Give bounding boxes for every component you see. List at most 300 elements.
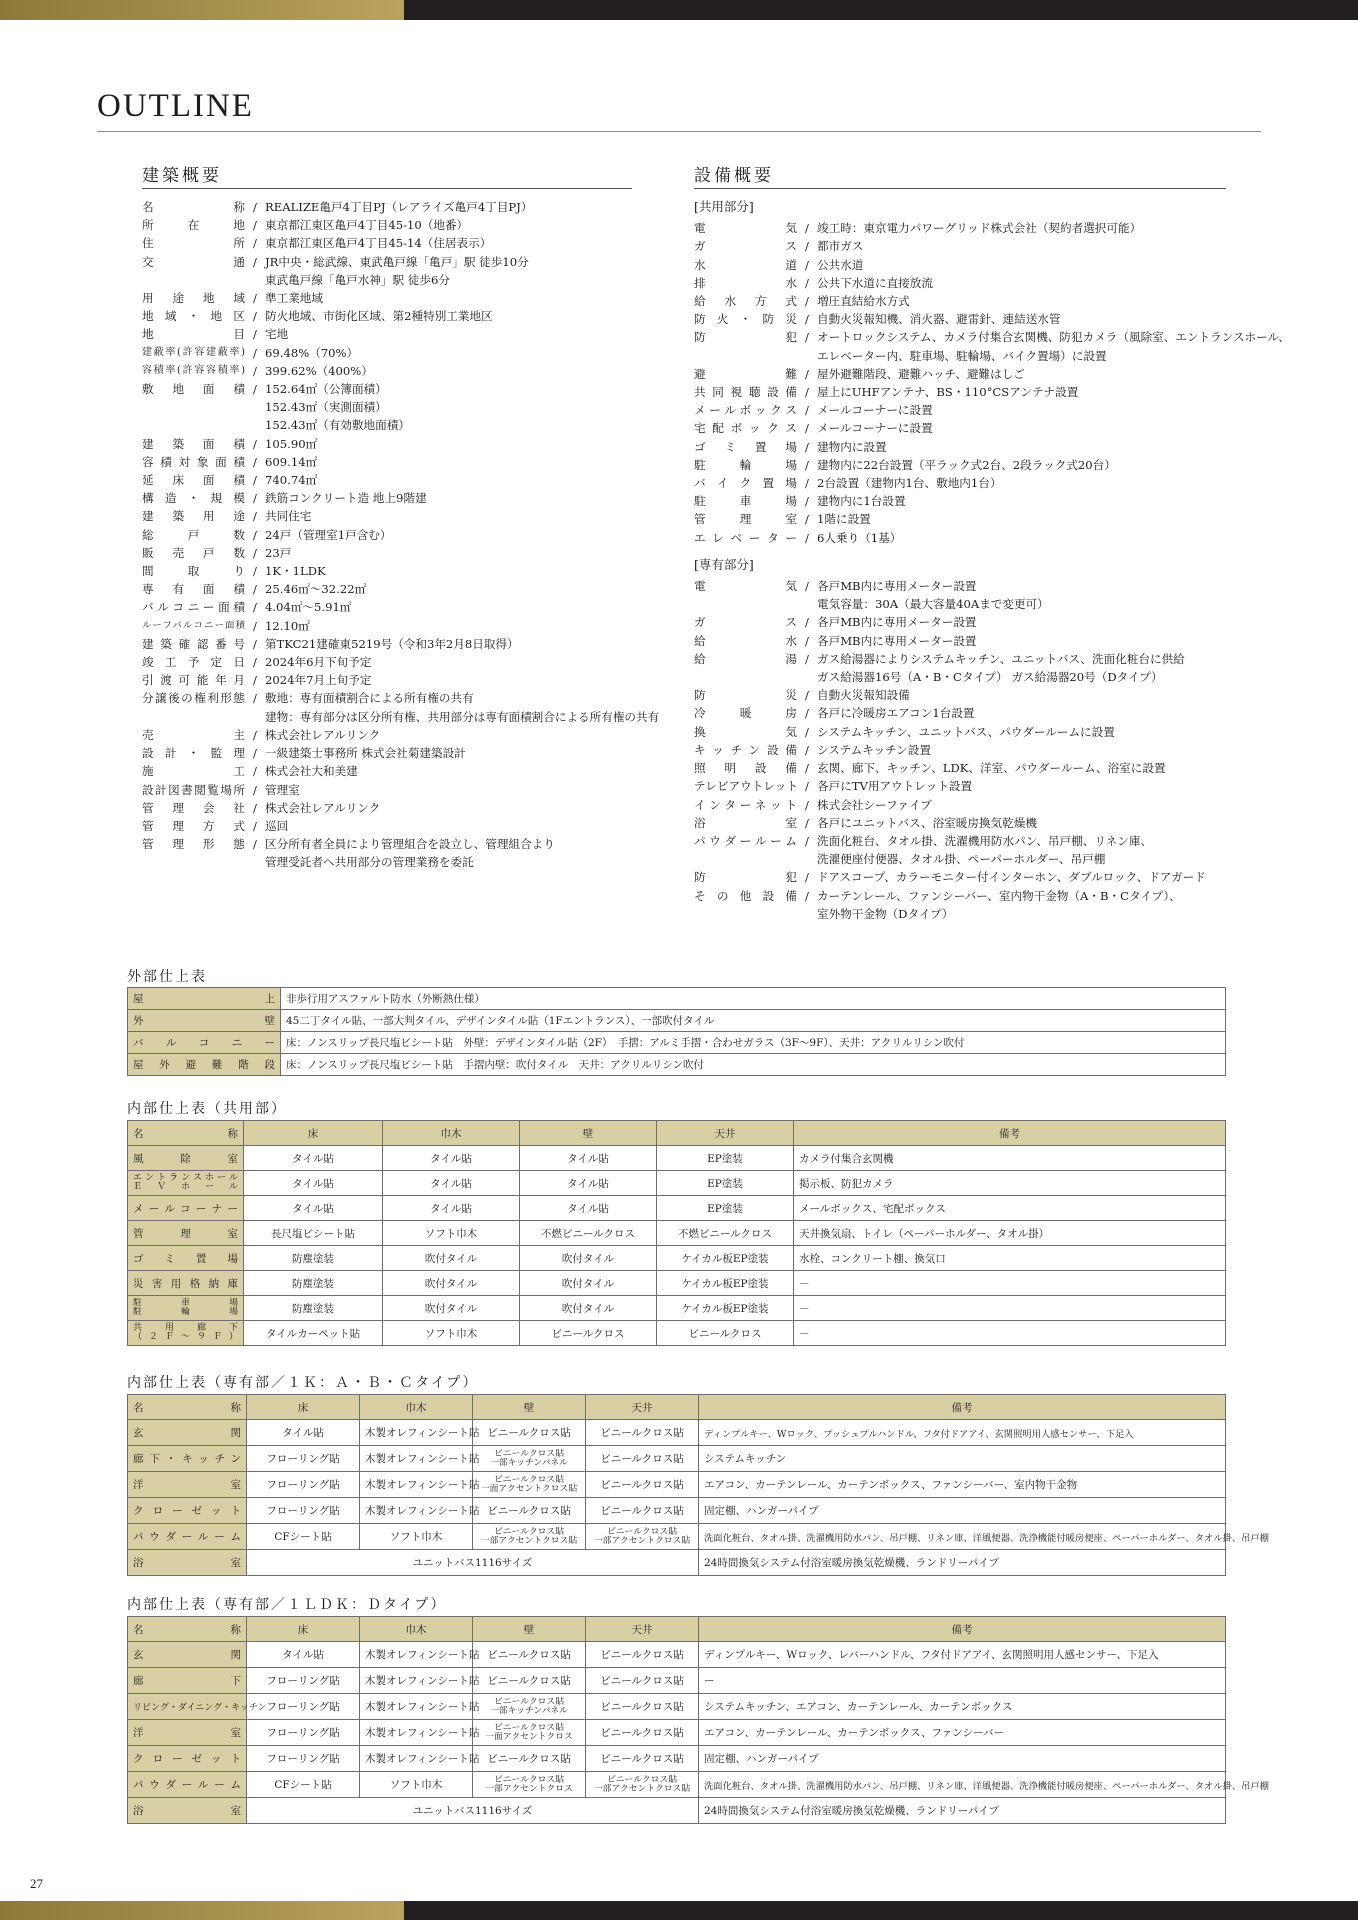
spec-separator: / bbox=[253, 655, 257, 670]
spec-separator: / bbox=[805, 494, 809, 509]
spec-label: 延床面積 bbox=[142, 473, 245, 488]
cell-value: タイル貼 bbox=[247, 1420, 360, 1446]
cell-note: 固定棚、ハンガーパイプ bbox=[699, 1498, 1226, 1524]
spec-label: 防犯 bbox=[694, 870, 797, 885]
cell-note: 洗面化粧台、タオル掛、洗濯機用防水パン、吊戸棚、リネン庫、洋風便器、洗浄機能付暖房便座、ペーパーホルダー、タオル掛、吊戸棚 bbox=[699, 1524, 1226, 1550]
building-outline-list bbox=[142, 198, 659, 872]
spec-label: メールボックス bbox=[694, 403, 797, 418]
table-row bbox=[128, 1054, 1226, 1076]
spec-separator: / bbox=[253, 782, 257, 797]
spec-row bbox=[694, 383, 1290, 401]
spec-row bbox=[142, 744, 659, 762]
spec-label: 建蔽率(許容建蔽率) bbox=[142, 346, 245, 358]
interior-1ldk-table bbox=[127, 1616, 1269, 1824]
spec-separator: / bbox=[805, 330, 809, 345]
table-row bbox=[128, 1642, 1226, 1668]
cell-value: 防塵塗装 bbox=[244, 1271, 383, 1296]
spec-separator: / bbox=[805, 421, 809, 436]
table-row bbox=[128, 1032, 1226, 1054]
cell-value: ビニールクロス貼 bbox=[473, 1746, 586, 1772]
cell-note: 掲示板、防犯カメラ bbox=[794, 1171, 1226, 1196]
cell-value: フローリング貼 bbox=[247, 1446, 360, 1472]
spec-label: エレベーター bbox=[694, 530, 797, 545]
spec-row bbox=[142, 835, 659, 853]
spec-separator: / bbox=[805, 870, 809, 885]
spec-value: 玄関、廊下、キッチン、LDK、洋室、パウダールーム、浴室に設置 bbox=[817, 761, 1166, 776]
spec-label: 防災 bbox=[694, 688, 797, 703]
cell-note: システムキッチン bbox=[699, 1446, 1226, 1472]
cell-value: 木製オレフィンシート貼 bbox=[360, 1694, 473, 1720]
spec-label: 水道 bbox=[694, 257, 797, 272]
spec-value: 増圧直結給水方式 bbox=[817, 294, 910, 309]
cell-value: 吹付タイル bbox=[520, 1271, 657, 1296]
cell-note: － bbox=[794, 1271, 1226, 1296]
spec-separator: / bbox=[805, 579, 809, 594]
spec-separator: / bbox=[253, 527, 257, 542]
spec-separator: / bbox=[253, 473, 257, 488]
spec-label: 交通 bbox=[142, 254, 245, 269]
cell-note: エアコン、カーテンレール、カーテンボックス、ファンシーバー bbox=[699, 1720, 1226, 1746]
row-label: 洋室 bbox=[128, 1472, 247, 1498]
spec-value: 建物内に設置 bbox=[817, 439, 887, 454]
spec-label: 分譲後の権利形態 bbox=[142, 691, 245, 706]
spec-row bbox=[694, 759, 1290, 777]
spec-value: 2024年6月下旬予定 bbox=[265, 655, 372, 670]
cell-value: ビニールクロス貼 一部アクセントクロス bbox=[473, 1772, 586, 1798]
spec-row bbox=[694, 237, 1290, 255]
cell-value: タイル貼 bbox=[383, 1146, 520, 1171]
column-header: 壁 bbox=[473, 1617, 586, 1642]
spec-separator: / bbox=[805, 888, 809, 903]
column-header: 天井 bbox=[586, 1617, 699, 1642]
spec-separator: / bbox=[805, 312, 809, 327]
table-row bbox=[128, 1321, 1226, 1346]
spec-value: 152.43㎡（実測面積） bbox=[265, 400, 387, 415]
spec-label: 共同視聴設備 bbox=[694, 385, 797, 400]
cell-value: CFシート貼 bbox=[247, 1524, 360, 1550]
spec-separator: / bbox=[253, 636, 257, 651]
spec-row bbox=[694, 686, 1290, 704]
column-header: 壁 bbox=[520, 1121, 657, 1146]
row-label: 屋上 bbox=[128, 988, 281, 1010]
cell-value: ビニールクロス貼 bbox=[473, 1642, 586, 1668]
table-row bbox=[128, 1246, 1226, 1271]
spec-separator: / bbox=[253, 800, 257, 815]
row-label: 玄関 bbox=[128, 1642, 247, 1668]
row-label: 浴室 bbox=[128, 1550, 247, 1576]
spec-row bbox=[142, 307, 659, 325]
spec-row bbox=[142, 671, 659, 689]
top-decorative-bar bbox=[0, 0, 1358, 20]
spec-value: REALIZE亀戸4丁目PJ（レアライズ亀戸4丁目PJ） bbox=[265, 200, 533, 214]
cell-value: ケイカル板EP塗装 bbox=[657, 1246, 794, 1271]
exterior-finish-table bbox=[127, 987, 1226, 1076]
row-label: 廊下 bbox=[128, 1668, 247, 1694]
spec-separator: / bbox=[253, 600, 257, 615]
spec-value: 巡回 bbox=[265, 818, 289, 833]
spec-separator: / bbox=[253, 491, 257, 506]
spec-row bbox=[142, 289, 659, 307]
spec-separator: / bbox=[253, 382, 257, 397]
cell-value: ビニールクロス貼 一部アクセントクロス貼 bbox=[586, 1524, 699, 1550]
spec-label: 建築確認番号 bbox=[142, 636, 245, 651]
spec-separator: / bbox=[253, 254, 257, 269]
column-header: 床 bbox=[247, 1395, 360, 1420]
cell-value: タイルカーペット貼 bbox=[244, 1321, 383, 1346]
spec-value: 152.43㎡（有効敷地面積） bbox=[265, 418, 410, 433]
spec-label bbox=[142, 271, 245, 289]
cell-note: エアコン、カーテンレール、カーテンボックス、ファンシーバー、室内物干金物 bbox=[699, 1472, 1226, 1498]
spec-separator: / bbox=[805, 724, 809, 739]
spec-label: 給水方式 bbox=[694, 294, 797, 309]
spec-separator: / bbox=[253, 673, 257, 688]
spec-value: 室外物干金物（Dタイプ） bbox=[817, 906, 954, 921]
spec-row bbox=[694, 595, 1290, 613]
spec-row bbox=[694, 256, 1290, 274]
spec-row bbox=[142, 398, 659, 416]
table-row bbox=[128, 1772, 1226, 1798]
spec-label: 換気 bbox=[694, 724, 797, 739]
spec-label: インターネット bbox=[694, 797, 797, 812]
spec-row bbox=[142, 380, 659, 398]
spec-value: 東京都江東区亀戸4丁目45-10（地番） bbox=[265, 218, 469, 233]
spec-label: 容積率(許容容積率) bbox=[142, 364, 245, 376]
spec-label bbox=[694, 595, 797, 613]
spec-row bbox=[142, 216, 659, 234]
row-label: 屋外避難階段 bbox=[128, 1054, 281, 1076]
spec-label: 管理会社 bbox=[142, 800, 245, 815]
spec-row bbox=[694, 474, 1290, 492]
row-label: クローゼット bbox=[128, 1746, 247, 1772]
cell-value: EP塗装 bbox=[657, 1196, 794, 1221]
spec-label: 施工 bbox=[142, 764, 245, 779]
spec-separator bbox=[245, 271, 265, 289]
spec-row bbox=[142, 435, 659, 453]
spec-separator: / bbox=[253, 691, 257, 706]
table-row bbox=[128, 1446, 1226, 1472]
spec-separator: / bbox=[253, 436, 257, 451]
spec-label: 用途地域 bbox=[142, 291, 245, 306]
spec-separator: / bbox=[253, 582, 257, 597]
table-row bbox=[128, 1146, 1226, 1171]
spec-row bbox=[142, 781, 659, 799]
row-label: メールコーナー bbox=[128, 1196, 244, 1221]
spec-row bbox=[142, 198, 659, 216]
spec-row bbox=[694, 850, 1290, 868]
spec-separator: / bbox=[805, 476, 809, 491]
spec-label: パウダールーム bbox=[694, 833, 797, 848]
column-header: 名称 bbox=[128, 1395, 247, 1420]
spec-label bbox=[142, 398, 245, 416]
spec-value: 都市ガス bbox=[817, 239, 864, 254]
spec-value: 25.46㎡～32.22㎡ bbox=[265, 582, 367, 597]
spec-row bbox=[694, 510, 1290, 528]
private-area-list bbox=[694, 577, 1290, 923]
spec-value: ガス給湯器16号（A・B・Cタイプ） ガス給湯器20号（Dタイプ） bbox=[817, 670, 1163, 685]
spec-label: 防火・防災 bbox=[694, 312, 797, 327]
spec-value: 洗濯便座付便器、タオル掛、ペーパーホルダー、吊戸棚 bbox=[817, 852, 1106, 867]
spec-label: 建築用途 bbox=[142, 509, 245, 524]
spec-separator: / bbox=[805, 615, 809, 630]
cell-value: ビニールクロス貼 bbox=[586, 1668, 699, 1694]
cell-value: タイル貼 bbox=[383, 1171, 520, 1196]
cell-value: ビニールクロス bbox=[657, 1321, 794, 1346]
column-header: 名称 bbox=[128, 1121, 244, 1146]
spec-separator: / bbox=[805, 275, 809, 290]
page-number: 27 bbox=[30, 1876, 43, 1891]
interior-common-title: 内部仕上表（共用部） bbox=[127, 1101, 287, 1117]
spec-label: 間取り bbox=[142, 564, 245, 579]
spec-row bbox=[694, 704, 1290, 722]
cell-value: ビニールクロス貼 一部キッチンパネル bbox=[473, 1446, 586, 1472]
spec-value: 各戸MB内に専用メーター設置 bbox=[817, 633, 977, 648]
table-row bbox=[128, 1720, 1226, 1746]
spec-label: 避難 bbox=[694, 366, 797, 381]
spec-label bbox=[142, 416, 245, 434]
cell-value: フローリング貼 bbox=[247, 1472, 360, 1498]
spec-separator bbox=[245, 416, 265, 434]
spec-label bbox=[694, 668, 797, 686]
cell-value: ビニールクロス bbox=[520, 1321, 657, 1346]
cell-value: 吹付タイル bbox=[383, 1296, 520, 1321]
spec-row bbox=[142, 598, 659, 616]
building-outline-heading: 建築概要 bbox=[142, 166, 222, 186]
spec-label: 電気 bbox=[694, 579, 797, 594]
cell-value: 吹付タイル bbox=[383, 1271, 520, 1296]
spec-row bbox=[694, 419, 1290, 437]
table-row bbox=[128, 1420, 1226, 1446]
spec-value: 公共下水道に直接放流 bbox=[817, 275, 933, 290]
row-label: 共用廊下 （２Ｆ～９Ｆ） bbox=[128, 1321, 244, 1346]
spec-separator: / bbox=[253, 618, 257, 633]
spec-value: 準工業地域 bbox=[265, 291, 323, 306]
cell-value: 不燃ビニールクロス bbox=[657, 1221, 794, 1246]
cell-value: ビニールクロス貼 bbox=[586, 1472, 699, 1498]
spec-separator: / bbox=[253, 218, 257, 233]
spec-value: 23戸 bbox=[265, 545, 292, 560]
spec-value: 1階に設置 bbox=[817, 512, 871, 527]
cell-value: 床：ノンスリップ長尺塩ビシート貼 手摺内壁：吹付タイル 天井：アクリルリシン吹付 bbox=[281, 1054, 1226, 1076]
spec-row bbox=[142, 325, 659, 343]
table-row bbox=[128, 1271, 1226, 1296]
spec-row bbox=[694, 577, 1290, 595]
spec-row bbox=[694, 887, 1290, 905]
row-label: 駐車場 駐輪場 bbox=[128, 1296, 244, 1321]
cell-note: ディンプルキー、Wロック、レバーハンドル、フタ付ドアアイ、玄関照明用人感センサー、下足入 bbox=[699, 1642, 1226, 1668]
spec-label: 宅配ボックス bbox=[694, 421, 797, 436]
spec-separator: / bbox=[805, 530, 809, 545]
spec-separator: / bbox=[253, 327, 257, 342]
spec-separator bbox=[797, 850, 817, 868]
cell-value: 45二丁タイル貼、一部大判タイル、デザインタイル貼（1Fエントランス）、一部吹付タイル bbox=[281, 1010, 1226, 1032]
spec-label: その他設備 bbox=[694, 888, 797, 903]
spec-row bbox=[142, 416, 659, 434]
spec-separator: / bbox=[805, 439, 809, 454]
spec-value: 東武亀戸線「亀戸水神」駅 徒歩6分 bbox=[265, 272, 450, 287]
spec-value: 屋上にUHFアンテナ、BS・110°CSアンテナ設置 bbox=[817, 385, 1079, 400]
table-row bbox=[128, 1010, 1226, 1032]
cell-value: タイル貼 bbox=[244, 1171, 383, 1196]
cell-note: ディンプルキー、Wロック、プッシュプルハンドル、フタ付ドアアイ、玄関照明用人感センサー、下足入 bbox=[699, 1420, 1226, 1446]
spec-separator: / bbox=[253, 564, 257, 579]
bottom-decorative-bar bbox=[0, 1901, 1358, 1920]
spec-separator: / bbox=[253, 363, 257, 378]
spec-separator: / bbox=[253, 746, 257, 761]
exterior-finish-title: 外部仕上表 bbox=[127, 969, 207, 985]
spec-row bbox=[694, 777, 1290, 795]
cell-value: タイル貼 bbox=[247, 1642, 360, 1668]
spec-separator bbox=[245, 708, 265, 726]
spec-value: 各戸MB内に専用メーター設置 bbox=[817, 579, 977, 594]
spec-label: 給湯 bbox=[694, 651, 797, 666]
spec-value: 12.10㎡ bbox=[265, 618, 310, 633]
cell-value: ユニットバス1116サイズ bbox=[247, 1798, 699, 1824]
spec-value: 各戸に冷暖房エアコン1台設置 bbox=[817, 706, 975, 721]
spec-label: 地域・地区 bbox=[142, 309, 245, 324]
spec-value: 敷地：専有面積割合による所有権の共有 bbox=[265, 691, 474, 706]
spec-label bbox=[694, 850, 797, 868]
spec-separator: / bbox=[805, 239, 809, 254]
cell-value: 吹付タイル bbox=[383, 1246, 520, 1271]
cell-value: ビニールクロス貼 bbox=[586, 1498, 699, 1524]
cell-value: CFシート貼 bbox=[247, 1772, 360, 1798]
spec-separator: / bbox=[805, 797, 809, 812]
spec-label: 販売戸数 bbox=[142, 545, 245, 560]
spec-separator: / bbox=[805, 742, 809, 757]
cell-value: ビニールクロス貼 bbox=[473, 1420, 586, 1446]
spec-separator: / bbox=[253, 345, 257, 360]
row-label: 廊下・キッチン bbox=[128, 1446, 247, 1472]
spec-row bbox=[694, 456, 1290, 474]
spec-value: 株式会社レアルリンク bbox=[265, 727, 381, 742]
spec-separator bbox=[245, 398, 265, 416]
row-label: リビング・ダイニング・キッチン bbox=[128, 1694, 247, 1720]
table-row bbox=[128, 1498, 1226, 1524]
spec-label: 総戸数 bbox=[142, 527, 245, 542]
spec-row bbox=[142, 708, 659, 726]
spec-label: 設計・監理 bbox=[142, 746, 245, 761]
spec-separator: / bbox=[805, 366, 809, 381]
spec-label: ガス bbox=[694, 239, 797, 254]
spec-value: 各戸にユニットバス、浴室暖房換気乾燥機 bbox=[817, 815, 1037, 830]
table-row bbox=[128, 1171, 1226, 1196]
spec-value: 740.74㎡ bbox=[265, 473, 318, 488]
cell-value: 木製オレフィンシート貼 bbox=[360, 1472, 473, 1498]
cell-value: 防塵塗装 bbox=[244, 1296, 383, 1321]
title-rule bbox=[97, 131, 1261, 132]
common-area-heading: [共用部分] bbox=[694, 199, 754, 214]
spec-value: 共同住宅 bbox=[265, 509, 312, 524]
spec-value: 609.14㎡ bbox=[265, 454, 318, 469]
cell-value: 木製オレフィンシート貼 bbox=[360, 1446, 473, 1472]
spec-separator: / bbox=[805, 815, 809, 830]
spec-row bbox=[142, 689, 659, 707]
spec-separator: / bbox=[805, 403, 809, 418]
spec-value: 株式会社大和美建 bbox=[265, 764, 358, 779]
column-header: 巾木 bbox=[383, 1121, 520, 1146]
spec-row bbox=[694, 668, 1290, 686]
cell-value: 木製オレフィンシート貼 bbox=[360, 1746, 473, 1772]
interior-1ldk-title: 内部仕上表（専有部／１ＬＤＫ：Ｄタイプ） bbox=[127, 1597, 447, 1613]
spec-row bbox=[142, 344, 659, 362]
spec-value: 株式会社シーファイブ bbox=[817, 797, 932, 812]
cell-value: 不燃ビニールクロス bbox=[520, 1221, 657, 1246]
spec-value: オートロックシステム、カメラ付集合玄関機、防犯カメラ（風除室、エントランスホール、 bbox=[817, 330, 1290, 345]
spec-label: 浴室 bbox=[694, 815, 797, 830]
spec-value: 399.62%（400%） bbox=[265, 363, 373, 378]
row-label: ゴミ置場 bbox=[128, 1246, 244, 1271]
cell-value: ビニールクロス貼 一面アクセントクロス貼 bbox=[473, 1472, 586, 1498]
spec-label: 駐車場 bbox=[694, 494, 797, 509]
cell-value: タイル貼 bbox=[244, 1196, 383, 1221]
spec-label bbox=[142, 708, 245, 726]
spec-row bbox=[694, 814, 1290, 832]
table-row bbox=[128, 1694, 1226, 1720]
spec-value: エレベーター内、駐車場、駐輪場、バイク置場）に設置 bbox=[817, 348, 1107, 363]
spec-value: 建物内に1台設置 bbox=[817, 494, 906, 509]
spec-value: JR中央・総武線、東武亀戸線「亀戸」駅 徒歩10分 bbox=[265, 254, 529, 269]
spec-value: 2台設置（建物内1台、敷地内1台） bbox=[817, 476, 1002, 491]
spec-row bbox=[142, 799, 659, 817]
spec-value: 105.90㎡ bbox=[265, 436, 318, 451]
spec-label: 地目 bbox=[142, 327, 245, 342]
spec-row bbox=[694, 310, 1290, 328]
spec-separator: / bbox=[805, 512, 809, 527]
spec-value: カーテンレール、ファンシーバー、室内物干金物（A・B・Cタイプ）、 bbox=[817, 888, 1181, 903]
cell-value: フローリング貼 bbox=[247, 1720, 360, 1746]
interior-1k-table bbox=[127, 1394, 1269, 1576]
cell-value: ユニットバス1116サイズ bbox=[247, 1550, 699, 1576]
spec-label: 防犯 bbox=[694, 330, 797, 345]
spec-row bbox=[694, 328, 1290, 346]
cell-value: 吹付タイル bbox=[520, 1246, 657, 1271]
spec-label: 建築面積 bbox=[142, 436, 245, 451]
column-header: 備考 bbox=[699, 1617, 1226, 1642]
column-header: 天井 bbox=[657, 1121, 794, 1146]
spec-value: 一級建築士事務所 株式会社菊建築設計 bbox=[265, 746, 466, 761]
table-row bbox=[128, 1221, 1226, 1246]
column-header: 壁 bbox=[473, 1395, 586, 1420]
spec-value: 電気容量：30A（最大容量40Aまで変更可） bbox=[817, 597, 1049, 612]
cell-value: ビニールクロス貼 一部アクセントクロス貼 bbox=[473, 1524, 586, 1550]
spec-row bbox=[142, 580, 659, 598]
row-label: 洋室 bbox=[128, 1720, 247, 1746]
cell-value: ケイカル板EP塗装 bbox=[657, 1271, 794, 1296]
spec-value: 69.48%（70%） bbox=[265, 345, 359, 360]
spec-value: 各戸MB内に専用メーター設置 bbox=[817, 615, 977, 630]
spec-value: 2024年7月上旬予定 bbox=[265, 673, 372, 688]
spec-value: 防火地域、市街化区域、第2種特別工業地区 bbox=[265, 309, 493, 324]
spec-value: 区分所有者全員により管理組合を設立し、管理組合より bbox=[265, 837, 555, 852]
spec-row bbox=[694, 347, 1290, 365]
spec-value: 自動火災報知設備 bbox=[817, 688, 910, 703]
spec-value: 第TKC21建確東5219号（令和3年2月8日取得） bbox=[265, 636, 519, 651]
cell-value: ビニールクロス貼 bbox=[473, 1668, 586, 1694]
spec-row bbox=[142, 453, 659, 471]
column-header: 備考 bbox=[794, 1121, 1226, 1146]
spec-value: ドアスコープ、カラーモニター付インターホン、ダブルロック、ドアガード bbox=[817, 870, 1206, 885]
spec-label bbox=[142, 853, 245, 871]
cell-value: タイル貼 bbox=[520, 1146, 657, 1171]
table-row bbox=[128, 1668, 1226, 1694]
cell-note: － bbox=[794, 1296, 1226, 1321]
cell-value: フローリング貼 bbox=[247, 1694, 360, 1720]
building-outline-rule bbox=[142, 188, 632, 189]
spec-separator: / bbox=[253, 454, 257, 469]
column-header: 床 bbox=[244, 1121, 383, 1146]
spec-row bbox=[142, 653, 659, 671]
spec-label: 容積対象面積 bbox=[142, 454, 245, 469]
